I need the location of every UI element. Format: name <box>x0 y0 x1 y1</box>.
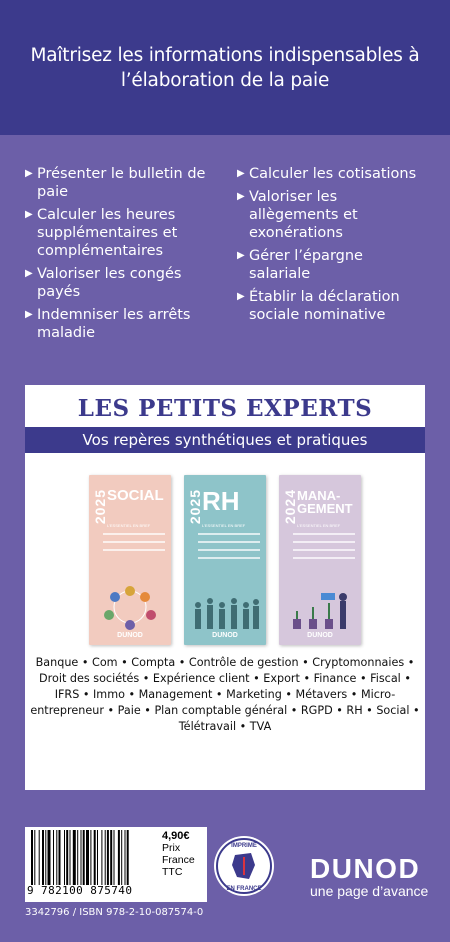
bullet-text: Indemniser les arrêts maladie <box>37 307 191 341</box>
bullet-item <box>237 247 427 283</box>
book-name: MANA- GEMENT <box>297 488 353 516</box>
book-publisher: DUNOD <box>212 632 238 639</box>
book-subtitle: L’ESSENTIEL EN BREF <box>297 523 341 528</box>
barcode-box <box>25 827 207 902</box>
series-subtitle: Vos repères synthétiques et pratiques <box>25 427 425 453</box>
triangle-bullet-icon: ▶ <box>25 168 33 179</box>
triangle-bullet-icon: ▶ <box>237 250 245 261</box>
book-year: 2025 <box>187 489 203 525</box>
triangle-bullet-icon: ▶ <box>25 268 33 279</box>
series-title: LES PETITS EXPERTS <box>77 395 373 422</box>
bullet-text: Gérer l’épargne salariale <box>249 248 363 282</box>
book-year: 2024 <box>282 489 298 525</box>
bullet-item <box>25 265 225 301</box>
series-panel <box>25 385 425 790</box>
book-contents-lines <box>293 533 355 565</box>
bullet-item <box>25 206 225 260</box>
price-country: France <box>162 854 195 866</box>
bullet-lists <box>25 165 430 347</box>
triangle-bullet-icon: ▶ <box>237 191 245 202</box>
crowd-illustration-icon <box>190 583 260 631</box>
header-title: Maîtrisez les informations indispensables à l’élaboration de la paie <box>30 44 420 91</box>
bullet-item <box>25 306 225 342</box>
bullet-item <box>237 288 427 324</box>
book-contents-lines <box>103 533 165 557</box>
price-label: Prix <box>162 842 181 854</box>
book-publisher: DUNOD <box>117 632 143 639</box>
network-illustration-icon <box>95 583 165 631</box>
bullet-item <box>237 188 427 242</box>
barcode-digits: 9 782100 875740 <box>27 884 133 897</box>
book-name: RH <box>202 486 240 516</box>
publisher-tagline: une page d’avance <box>310 883 429 899</box>
book-subtitle: L’ESSENTIEL EN BREF <box>107 523 151 528</box>
bullet-text: Valoriser les congés payés <box>37 266 182 300</box>
book-contents-lines <box>198 533 260 565</box>
book-publisher: DUNOD <box>307 632 333 639</box>
bullet-text: Calculer les heures supplémentaires et complémentaires <box>37 207 178 259</box>
book-year: 2025 <box>92 489 108 525</box>
printed-in-france-stamp-icon <box>213 835 275 897</box>
bullet-text: Établir la déclaration sociale nominative <box>249 289 400 323</box>
bullet-text: Calculer les cotisations <box>249 166 417 182</box>
bullet-item <box>237 165 427 183</box>
price: 4,90€ <box>162 830 190 842</box>
book-cover-rh <box>184 475 266 645</box>
book-subtitle: L’ESSENTIEL EN BREF <box>202 523 246 528</box>
book-covers <box>25 453 425 653</box>
triangle-bullet-icon: ▶ <box>237 291 245 302</box>
barcode-icon <box>31 830 159 885</box>
book-cover-management <box>279 475 361 645</box>
header-band <box>0 0 450 135</box>
topics-list: Banque • Com • Compta • Contrôle de gestion • Cryptomonnaies • Droit des sociétés • Expérience client • Export • Finance • Fiscal • IFRS • Immo • Management • Marketing • Métavers • Micro-entrepreneur • Paie • Plan comptable général • RGPD • RH • Social • Télétravail • TVA <box>30 656 420 733</box>
bullet-text: Présenter le bulletin de paie <box>37 166 206 200</box>
isbn-line: 3342796 / ISBN 978-2-10-087574-0 <box>25 907 204 918</box>
bullet-text: Valoriser les allègements et exonérations <box>249 189 358 241</box>
stamp-bottom-text: EN FRANCE <box>226 886 262 892</box>
publisher-name: DUNOD <box>310 853 421 884</box>
price-block <box>162 830 204 878</box>
triangle-bullet-icon: ▶ <box>25 209 33 220</box>
price-tax: TTC <box>162 866 183 878</box>
book-name: SOCIAL <box>107 487 164 504</box>
triangle-bullet-icon: ▶ <box>237 168 245 179</box>
triangle-bullet-icon: ▶ <box>25 309 33 320</box>
publisher-logo <box>310 855 428 899</box>
bullet-item <box>25 165 225 201</box>
bullet-column-right <box>237 165 427 347</box>
bullet-column-left <box>25 165 225 347</box>
book-cover-social <box>89 475 171 645</box>
stamp-top-text: IMPRIMÉ <box>231 843 257 849</box>
watering-plants-illustration-icon <box>285 583 355 631</box>
